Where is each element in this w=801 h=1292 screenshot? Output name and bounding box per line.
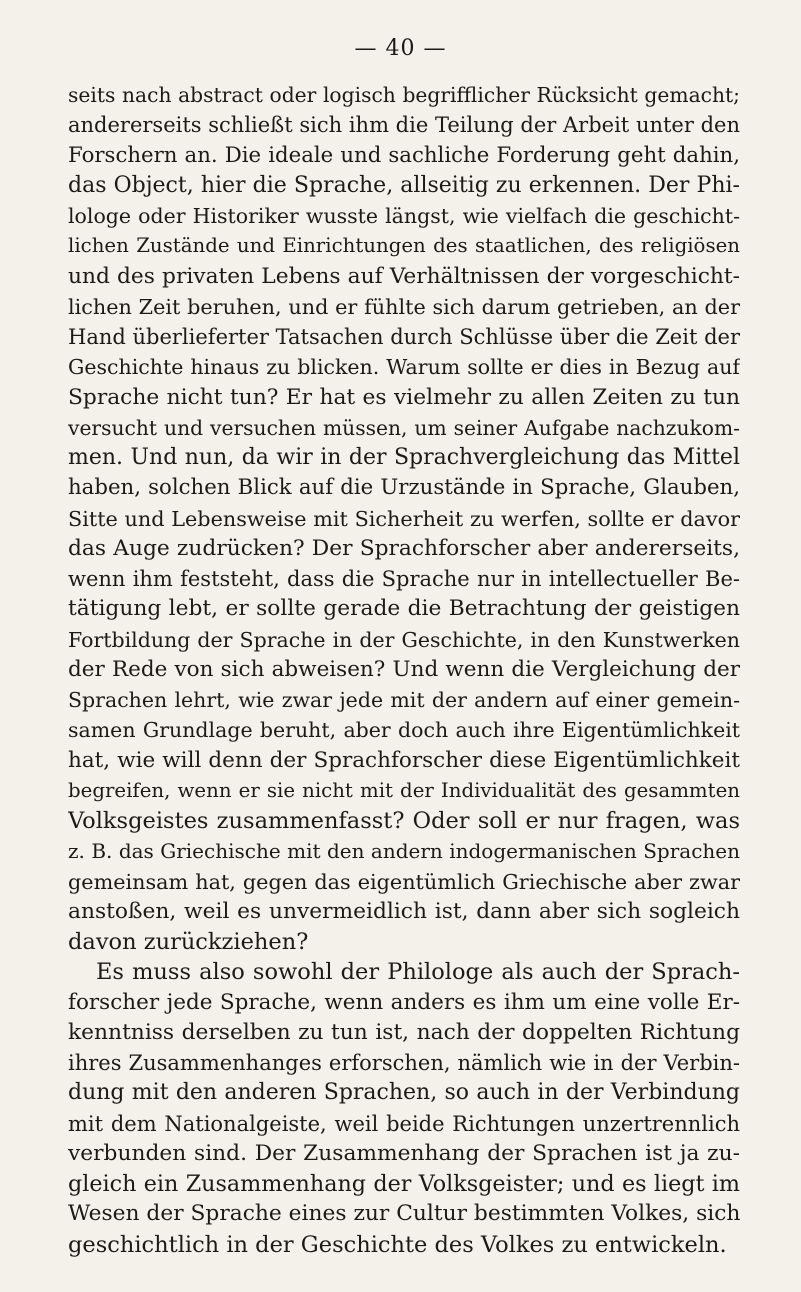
text-line: Sitte und Lebensweise mit Sicherheit zu werfen, sollte er davor <box>68 506 740 531</box>
text-line: kenntniss derselben zu tun ist, nach der doppelten Richtung <box>68 1019 740 1045</box>
text-line: verbunden sind. Der Zusammenhang der Sprachen ist ja zu- <box>68 1140 740 1166</box>
text-line: davon zurückziehen? <box>68 929 309 955</box>
text-line: seits nach abstract oder logisch begrifflicher Rücksicht gemacht; <box>68 83 740 107</box>
text-line: Volksgeistes zusammenfasst? Oder soll er nur fragen, was <box>68 808 740 834</box>
text-line: samen Grundlage beruht, aber doch auch ihre Eigentümlichkeit <box>68 718 740 743</box>
text-line: forscher jede Sprache, wenn anders es ihm um eine volle Er- <box>68 989 740 1015</box>
text-line: Sprachen lehrt, wie zwar jede mit der andern auf einer gemein- <box>68 688 740 712</box>
text-line: lologe oder Historiker wusste längst, wie vielfach die geschicht- <box>68 204 740 228</box>
text-line: Geschichte hinaus zu blicken. Warum sollte er dies in Bezug auf <box>68 355 740 380</box>
text-line: das Auge zudrücken? Der Sprachforscher aber andererseits, <box>68 535 740 561</box>
text-line: gemeinsam hat, gegen das eigentümlich Griechische aber zwar <box>68 869 740 894</box>
text-line: Forschern an. Die ideale und sachliche Forderung geht dahin, <box>68 142 740 168</box>
text-line: dung mit den anderen Sprachen, so auch in der Verbindung <box>68 1080 740 1106</box>
text-line: haben, solchen Blick auf die Urzustände in Sprache, Glauben, <box>68 475 740 501</box>
text-line: mit dem Nationalgeiste, weil beide Richtungen unzertrennlich <box>68 1111 740 1136</box>
text-line: z. B. das Griechische mit den andern indogermanischen Sprachen <box>68 839 740 864</box>
text-line: tätigung lebt, er sollte gerade die Betrachtung der geistigen <box>68 596 740 622</box>
text-line: lichen Zeit beruhen, und er fühlte sich darum getrieben, an der <box>68 294 740 319</box>
text-line: geschichtlich in der Geschichte des Volkes zu entwickeln. <box>68 1231 727 1258</box>
text-line: Fortbildung der Sprache in der Geschichte, in den Kunstwerken <box>68 627 740 652</box>
text-line: versucht und versuchen müssen, um seiner Aufgabe nachzukom- <box>68 415 740 440</box>
text-line: ihres Zusammenhanges erforschen, nämlich wie in der Verbin- <box>68 1051 740 1075</box>
text-line: Hand überlieferter Tatsachen durch Schlüsse über die Zeit der <box>68 325 740 349</box>
text-line: Sprache nicht tun? Er hat es vielmehr zu allen Zeiten zu tun <box>68 384 740 410</box>
text-line: hat, wie will denn der Sprachforscher diese Eigentümlichkeit <box>68 747 740 773</box>
text-line: gleich ein Zusammenhang der Volksgeister; und es liegt im <box>68 1171 740 1197</box>
text-line: das Object, hier die Sprache, allseitig zu erkennen. Der Phi- <box>68 172 740 198</box>
text-line: wenn ihm feststeht, dass die Sprache nur in intellectueller Be- <box>68 567 740 591</box>
text-line: begreifen, wenn er sie nicht mit der Individualität des gesammten <box>68 778 740 802</box>
text-line: der Rede von sich abweisen? Und wenn die Vergleichung der <box>68 656 740 682</box>
text-line: Wesen der Sprache eines zur Cultur bestimmten Volkes, sich <box>68 1201 740 1227</box>
page-number: — 40 — <box>354 36 447 61</box>
text-line: Es muss also sowohl der Philologe als auch der Sprach- <box>96 959 740 986</box>
text-line: lichen Zustände und Einrichtungen des staatlichen, des religiösen <box>68 234 740 258</box>
text-line: men. Und nun, da wir in der Sprachvergleichung das Mittel <box>68 445 740 470</box>
text-line: anstoßen, weil es unvermeidlich ist, dann aber sich sogleich <box>68 898 740 924</box>
body-text <box>68 80 740 1260</box>
text-line: und des privaten Lebens auf Verhältnissen der vorgeschicht- <box>68 263 740 289</box>
text-line: andererseits schließt sich ihm die Teilung der Arbeit unter den <box>68 113 740 138</box>
